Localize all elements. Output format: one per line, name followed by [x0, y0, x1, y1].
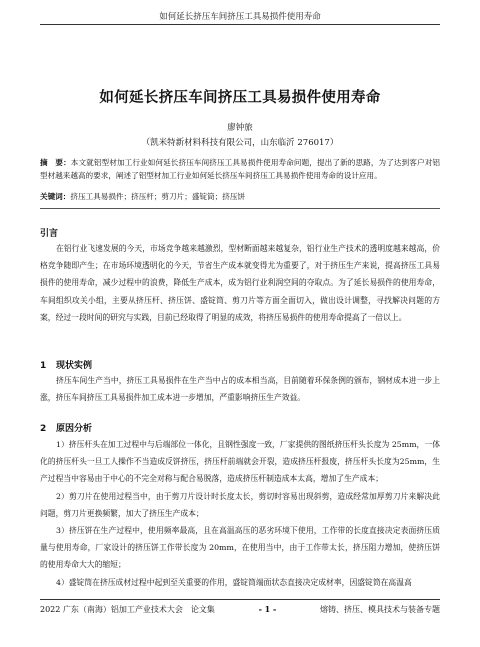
- paragraph: 2）剪刀片在使用过程当中，由于剪刀片设计时长度太长，剪切时容易出现斜剪，造成经常加厚剪刀片来解决此问题，剪刀片更换频繁，加大了挤压生产成本；: [40, 492, 440, 519]
- abstract-label: 摘 要：: [40, 158, 71, 167]
- section-divider: [40, 208, 440, 209]
- section-title: 现状实例: [56, 361, 93, 371]
- section-heading-1: [40, 358, 92, 371]
- page-number: - 1 -: [258, 604, 277, 614]
- abstract-text: 本文就铝型材加工行业如何延长挤压车间挤压工具易损件使用寿命问题，提出了新的思路，为了达到客户对铝型材越来越高的要求，阐述了铝型材加工行业如何延长挤压车间挤压工具易损件使用寿命的设计应用。: [40, 158, 440, 180]
- paper-title: 如何延长挤压车间挤压工具易损件使用寿命: [99, 89, 381, 106]
- footer-topic: 熔铸、挤压、模具技术与装备专题: [320, 605, 440, 614]
- keywords-text: 挤压工具易损件；挤压杆；剪刀片；盛锭筒；挤压饼: [70, 192, 246, 201]
- section-number: 2: [40, 424, 47, 434]
- paragraph: 3）挤压饼在生产过程中，使用频率最高，且在高温高压的恶劣环境下使用，工作带的长度直接决定表面挤压质量与使用寿命，厂家设计的挤压饼工作带长度为 20mm，在使用当中，由于工作带太长，挤压阻力增加，使挤压饼的使用寿命大大的缩短；: [40, 526, 440, 570]
- keywords: [40, 190, 440, 203]
- section-number: 1: [40, 361, 47, 371]
- author-name: 廖钟旅: [227, 123, 253, 133]
- keywords-label: 关键词：: [40, 192, 71, 201]
- page-footer: [40, 604, 440, 615]
- section-title: 原因分析: [56, 424, 93, 434]
- author-affiliation: （凯米特新材料科技有限公司，山东临沂 276017）: [141, 138, 339, 148]
- paragraph: 挤压车间生产当中，挤压工具易损件在生产当中占的成本相当高，目前随着环保条例的颁布，钢材成本进一步上涨，挤压车间挤压工具易损件加工成本进一步增加，严重影响挤压生产效益。: [40, 376, 440, 403]
- footer-rule: [40, 599, 440, 600]
- running-header: 如何延长挤压车间挤压工具易损件使用寿命: [159, 12, 321, 22]
- section-heading-intro: [40, 226, 58, 239]
- section-title: 引言: [40, 229, 59, 239]
- abstract: [40, 156, 440, 182]
- paragraph: 1）挤压杆头在加工过程中与后端部位一体化，且钢性强度一致，厂家提供的图纸挤压杆头长度为 25mm，一体化的挤压杆头一旦工人操作不当造成反饼挤压，挤压杆前端就会开裂，造成挤压杆报废，挤压杆头长度为25mm，生产过程当中容易由于中心的不完全对称与配合易脱落，造成挤压杆制造成本太高，增加了生产成本；: [40, 440, 440, 484]
- footer-conference: 2022 广东（南海）铝加工产业技术大会 论文集: [40, 605, 215, 614]
- paragraph: 4）盛锭筒在挤压成材过程中起到至关重要的作用，盛锭筒端面状态直接决定成材率，因盛锭筒在高温高: [56, 578, 412, 587]
- header-rule: [40, 24, 440, 25]
- paragraph: 在铝行业飞速发展的今天，市场竞争越来越激烈，型材断面越来越复杂，铝行业生产技术的透明度越来越高，价格竞争随即产生；在市场环境透明化的今天，节省生产成本就变得尤为重要了，对于挤压生产来说，提高挤压工具易损件的使用寿命，减少过程中的浪费，降低生产成本，成为铝行业利润空间的夺取点。为了延长易损件的使用寿命，车间组织攻关小组，主要从挤压杆、挤压饼、盛锭筒、剪刀片等方面全面切入，做出设计调整，寻找解决问题的方案，经过一段时间的研究与实践，目前已经取得了明显的成效，将挤压易损件的使用寿命提高了一倍以上。: [40, 244, 440, 322]
- section-heading-2: [40, 421, 92, 434]
